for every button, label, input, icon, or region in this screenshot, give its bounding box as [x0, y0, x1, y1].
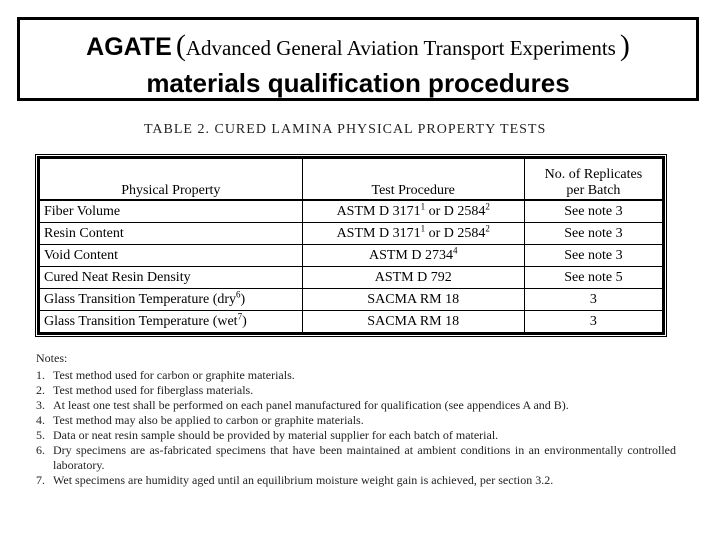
procedure-footnote-ref: 1	[420, 222, 426, 233]
property-tail: )	[240, 291, 246, 307]
cell-replicates: 3	[524, 311, 663, 334]
table-row	[39, 289, 663, 311]
note-item	[36, 383, 676, 398]
table-header-row	[39, 158, 663, 200]
header-physical-property: Physical Property	[39, 158, 302, 200]
property-text: Glass Transition Temperature (wet	[44, 313, 238, 329]
notes-list	[36, 368, 676, 488]
note-text: Test method used for carbon or graphite materials.	[53, 368, 295, 382]
note-text: At least one test shall be performed on each panel manufactured for qualification (see appendices A and B).	[53, 398, 569, 412]
title-close-paren: )	[619, 29, 630, 62]
title-line	[20, 29, 696, 65]
title-subtitle: materials qualification procedures	[146, 68, 570, 98]
title-box	[17, 17, 699, 101]
property-footnote-ref: 6	[236, 288, 241, 299]
procedure-footnote-ref: 4	[452, 244, 458, 255]
note-item	[36, 443, 676, 473]
cell-replicates: See note 5	[524, 267, 663, 289]
cell-test-procedure	[302, 289, 524, 311]
property-text: Glass Transition Temperature (dry	[44, 291, 237, 307]
procedure-primary: ASTM D 2734	[368, 247, 453, 263]
note-text: Data or neat resin sample should be provided by material supplier for each batch of material.	[53, 428, 499, 442]
note-text: Dry specimens are as-fabricated specimens that have been maintained at ambient conditions in an environmentally controlled laboratory.	[53, 443, 676, 472]
procedure-primary: ASTM D 792	[374, 269, 452, 285]
note-number: 6.	[36, 443, 45, 457]
header-replicates	[524, 158, 663, 200]
cell-replicates: See note 3	[524, 223, 663, 245]
table-row	[39, 200, 663, 223]
cell-test-procedure	[302, 223, 524, 245]
note-number: 7.	[36, 473, 45, 487]
property-text: Resin Content	[44, 225, 124, 241]
procedure-alternate-footnote-ref: 2	[485, 200, 490, 211]
table-row	[39, 245, 663, 267]
note-text: Test method may also be applied to carbon or graphite materials.	[53, 413, 364, 427]
note-item	[36, 368, 676, 383]
header-replicates-line1: No. of Replicates	[544, 167, 643, 182]
procedure-footnote-ref: 1	[420, 200, 426, 211]
procedure-primary: SACMA RM 18	[367, 291, 460, 307]
cell-physical-property	[39, 267, 302, 289]
header-replicates-line2: per Batch	[566, 183, 621, 198]
property-footnote-ref: 7	[237, 310, 243, 321]
note-item	[36, 428, 676, 443]
notes-heading: Notes:	[36, 351, 68, 365]
note-item	[36, 413, 676, 428]
note-item	[36, 473, 676, 488]
note-text: Wet specimens are humidity aged until an equilibrium moisture weight gain is achieved, per section 3.2.	[53, 473, 554, 487]
property-text: Void Content	[44, 247, 119, 263]
title-acronym: AGATE	[86, 33, 172, 61]
cell-replicates: See note 3	[524, 245, 663, 267]
procedure-primary: ASTM D 3171	[336, 203, 421, 219]
table-row	[39, 223, 663, 245]
table-row	[39, 311, 663, 334]
procedure-primary: ASTM D 3171	[336, 225, 421, 241]
procedure-alternate: or D 2584	[425, 203, 486, 219]
note-text: Test method used for fiberglass materials.	[53, 383, 254, 397]
note-number: 4.	[36, 413, 45, 427]
cell-replicates: See note 3	[524, 200, 663, 223]
cell-test-procedure	[302, 311, 524, 334]
header-test-procedure: Test Procedure	[302, 158, 524, 200]
cell-replicates: 3	[524, 289, 663, 311]
cell-physical-property	[39, 200, 302, 223]
title-expansion: Advanced General Aviation Transport Experiments	[185, 36, 616, 60]
notes-section	[36, 351, 676, 488]
cell-test-procedure	[302, 267, 524, 289]
note-number: 3.	[36, 398, 45, 412]
table-row	[39, 267, 663, 289]
table-body	[39, 200, 663, 333]
table-caption: TABLE 2. CURED LAMINA PHYSICAL PROPERTY TESTS	[144, 122, 547, 137]
cell-physical-property	[39, 245, 302, 267]
property-tail: )	[242, 313, 247, 329]
cell-physical-property	[39, 223, 302, 245]
note-number: 1.	[36, 368, 45, 382]
property-tests-table	[38, 157, 664, 334]
cell-physical-property	[39, 289, 302, 311]
cell-physical-property	[39, 311, 302, 334]
cell-test-procedure	[302, 200, 524, 223]
procedure-primary: SACMA RM 18	[367, 313, 460, 329]
cell-test-procedure	[302, 245, 524, 267]
note-number: 5.	[36, 428, 45, 442]
property-text: Fiber Volume	[44, 203, 121, 219]
procedure-alternate: or D 2584	[425, 225, 486, 241]
note-item	[36, 398, 676, 413]
property-text: Cured Neat Resin Density	[44, 269, 191, 285]
procedure-alternate-footnote-ref: 2	[485, 222, 490, 233]
title-open-paren: (	[175, 29, 186, 62]
note-number: 2.	[36, 383, 45, 397]
